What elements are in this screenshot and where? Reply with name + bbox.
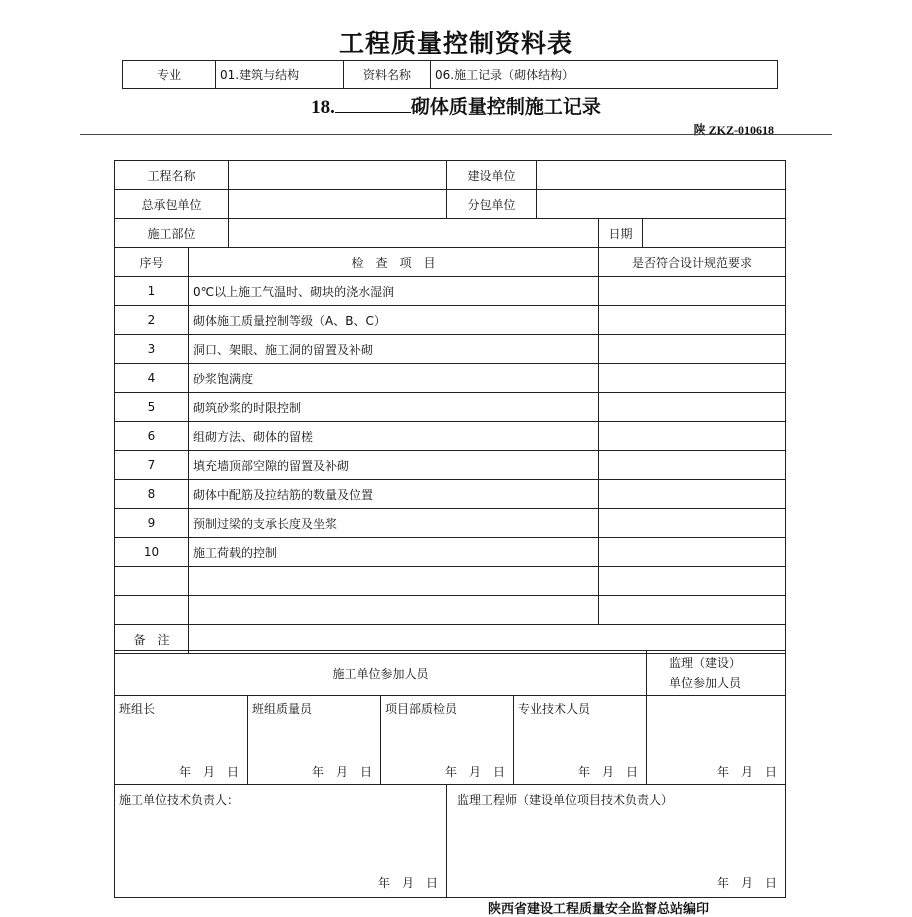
table-row: [115, 335, 786, 364]
role-date-2: 年 月 日: [311, 765, 372, 779]
supervisor-cell[interactable]: [647, 696, 786, 785]
row-item: 预制过梁的支承长度及坐浆: [189, 509, 599, 538]
row-item: 砂浆饱满度: [189, 364, 599, 393]
role-label-4: 专业技术人员: [518, 702, 591, 716]
row-conform[interactable]: [599, 335, 786, 364]
col-header-item: 检 查 项 目: [189, 248, 599, 277]
date-value[interactable]: [643, 219, 786, 248]
role-cell-4[interactable]: [514, 696, 647, 785]
form-code: 陕 ZKZ-010618: [693, 123, 774, 137]
col-header-no: 序号: [115, 248, 189, 277]
row-conform[interactable]: [599, 422, 786, 451]
role-date-4: 年 月 日: [578, 765, 639, 779]
row-conform[interactable]: [599, 277, 786, 306]
table-row: [115, 306, 786, 335]
builder-unit-value[interactable]: [537, 161, 786, 190]
row-conform[interactable]: [599, 364, 786, 393]
row-item: 砌筑砂浆的时限控制: [189, 393, 599, 422]
remarks-label: 备 注: [115, 625, 189, 654]
project-name-label: 工程名称: [115, 161, 229, 190]
form-subtitle: [0, 92, 912, 119]
inspection-table: [114, 160, 786, 654]
row-item: 施工荷载的控制: [189, 538, 599, 567]
header-box: [122, 60, 778, 89]
subtitle-text: 砌体质量控制施工记录: [410, 96, 601, 118]
supervisor-staff-label: [647, 651, 786, 696]
table-row: [115, 364, 786, 393]
row-conform[interactable]: [599, 451, 786, 480]
row-number: 2: [115, 306, 189, 335]
row-conform[interactable]: [599, 306, 786, 335]
row-item: 砌体施工质量控制等级（A、B、C）: [189, 306, 599, 335]
role-cell-2[interactable]: [248, 696, 381, 785]
major-value: 01.建筑与结构: [216, 61, 344, 89]
role-label-3: 项目部质检员: [385, 702, 458, 716]
major-label: 专业: [123, 61, 216, 89]
divider-rule: [80, 134, 832, 135]
tech-leader-cell[interactable]: [115, 785, 447, 898]
row-conform[interactable]: [599, 538, 786, 567]
doc-name-label: 资料名称: [344, 61, 431, 89]
table-row: [115, 277, 786, 306]
construction-part-value[interactable]: [229, 219, 599, 248]
row-conform[interactable]: [599, 480, 786, 509]
supervisor-date: 年 月 日: [716, 765, 777, 779]
row-conform[interactable]: [599, 509, 786, 538]
tech-leader-label: 施工单位技术负责人：: [119, 793, 240, 807]
subtitle-number: 18.: [311, 97, 335, 118]
tech-leader-date: 年 月 日: [377, 876, 438, 890]
table-row: [115, 393, 786, 422]
project-name-value[interactable]: [229, 161, 447, 190]
row-number: 7: [115, 451, 189, 480]
contractor-label: 总承包单位: [115, 190, 229, 219]
table-row: [115, 480, 786, 509]
row-item: 砌体中配筋及拉结筋的数量及位置: [189, 480, 599, 509]
role-cell-1[interactable]: [115, 696, 248, 785]
role-date-1: 年 月 日: [178, 765, 239, 779]
construction-part-label: 施工部位: [115, 219, 229, 248]
row-number: 1: [115, 277, 189, 306]
construction-staff-label: 施工单位参加人员: [115, 651, 647, 696]
row-conform[interactable]: [599, 393, 786, 422]
supervising-engineer-date: 年 月 日: [716, 876, 777, 890]
row-number: 3: [115, 335, 189, 364]
row-item: 组砌方法、砌体的留槎: [189, 422, 599, 451]
row-number: 5: [115, 393, 189, 422]
contractor-value[interactable]: [229, 190, 447, 219]
supervising-engineer-label: 监理工程师（建设单位项目技术负责人）: [457, 793, 674, 807]
supervisor-staff-label-1: 监理（建设）: [669, 656, 742, 670]
table-row: [115, 538, 786, 567]
role-label-1: 班组长: [119, 702, 156, 716]
row-item: 0℃以上施工气温时、砌块的浇水湿润: [189, 277, 599, 306]
table-row: [115, 451, 786, 480]
row-number: 9: [115, 509, 189, 538]
col-header-conform: 是否符合设计规范要求: [599, 248, 786, 277]
supervising-engineer-cell[interactable]: [447, 785, 786, 898]
date-label: 日期: [599, 219, 643, 248]
row-number: 10: [115, 538, 189, 567]
role-cell-3[interactable]: [381, 696, 514, 785]
signature-table: [114, 650, 786, 898]
table-row: [115, 422, 786, 451]
row-number: 4: [115, 364, 189, 393]
role-label-2: 班组质量员: [252, 702, 313, 716]
row-number: 8: [115, 480, 189, 509]
role-date-3: 年 月 日: [444, 765, 505, 779]
table-row: [115, 509, 786, 538]
doc-name-value: 06.施工记录（砌体结构）: [431, 61, 778, 89]
footer-publisher: 陕西省建设工程质量安全监督总站编印: [488, 902, 710, 917]
subtitle-blank: [335, 98, 411, 113]
row-number: 6: [115, 422, 189, 451]
subcontractor-label: 分包单位: [447, 190, 537, 219]
document-title: 工程质量控制资料表: [338, 29, 573, 58]
row-item: 洞口、架眼、施工洞的留置及补砌: [189, 335, 599, 364]
supervisor-staff-label-2: 单位参加人员: [669, 676, 742, 690]
subcontractor-value[interactable]: [537, 190, 786, 219]
row-item: 填充墙顶部空隙的留置及补砌: [189, 451, 599, 480]
builder-unit-label: 建设单位: [447, 161, 537, 190]
